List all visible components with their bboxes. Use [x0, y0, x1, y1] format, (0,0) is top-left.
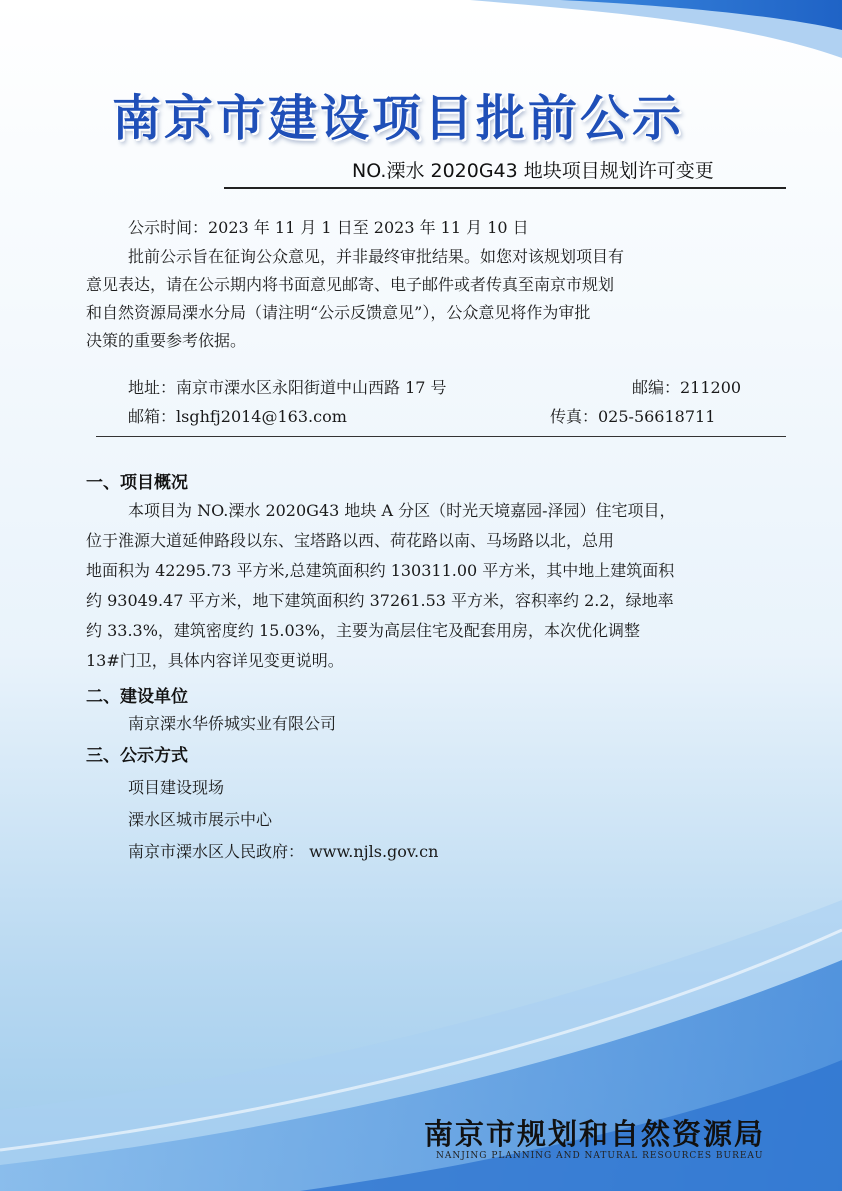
overview-line: 位于淮源大道延伸路段以东、宝塔路以西、荷花路以南、马场路以北，总用: [86, 531, 615, 550]
section-divider: [96, 436, 786, 437]
overview-text: [86, 496, 776, 676]
intro-line: 批前公示旨在征询公众意见，并非最终审批结果。如您对该规划项目有: [128, 247, 625, 266]
fax: 传真：025-56618711: [550, 407, 716, 426]
section-heading-unit: 二、建设单位: [86, 687, 188, 707]
bureau-name: 南京市规划和自然资源局: [424, 1117, 766, 1151]
overview-line: 约 33.3%，建筑密度约 15.03%，主要为高层住宅及配套用房，本次优化调整: [86, 621, 641, 640]
bureau-name-english: NANJING PLANNING AND NATURAL RESOURCES BUREAU: [436, 1151, 764, 1161]
section-heading-method: 三、公示方式: [86, 746, 188, 766]
section-heading-overview: 一、项目概况: [86, 473, 188, 493]
subtitle-divider: [224, 187, 786, 189]
overview-line: 地面积为 42295.73 平方米,总建筑面积约 130311.00 平方米，其中地上建筑面积: [86, 561, 675, 580]
intro-line: 和自然资源局溧水分局（请注明“公示反馈意见”），公众意见将作为审批: [86, 303, 591, 322]
overview-line: 13#门卫，具体内容详见变更说明。: [86, 651, 344, 670]
intro-line: 意见表达，请在公示期内将书面意见邮寄、电子邮件或者传真至南京市规划: [86, 275, 615, 294]
overview-line: 约 93049.47 平方米，地下建筑面积约 37261.53 平方米，容积率约 2.2，绿地率: [86, 591, 674, 610]
overview-line: 本项目为 NO.溧水 2020G43 地块 A 分区（时光天境嘉园-泽园）住宅项目，: [128, 501, 676, 520]
notice-intro: [86, 243, 776, 355]
postcode: 邮编：211200: [632, 378, 742, 397]
method-item: 项目建设现场: [128, 778, 225, 797]
method-item: 南京市溧水区人民政府： www.njls.gov.cn: [128, 842, 439, 861]
method-item: 溧水区城市展示中心: [128, 810, 273, 829]
notice-time: 公示时间：2023 年 11 月 1 日至 2023 年 11 月 10 日: [128, 218, 529, 237]
email: 邮箱：lsghfj2014@163.com: [128, 407, 347, 426]
intro-line: 决策的重要参考依据。: [86, 331, 247, 350]
page-title: 南京市建设项目批前公示: [112, 90, 685, 147]
address: 地址：南京市溧水区永阳街道中山西路 17 号: [128, 378, 447, 397]
construction-unit-name: 南京溧水华侨城实业有限公司: [128, 714, 337, 733]
project-subtitle: NO.溧水 2020G43 地块项目规划许可变更: [352, 160, 714, 182]
